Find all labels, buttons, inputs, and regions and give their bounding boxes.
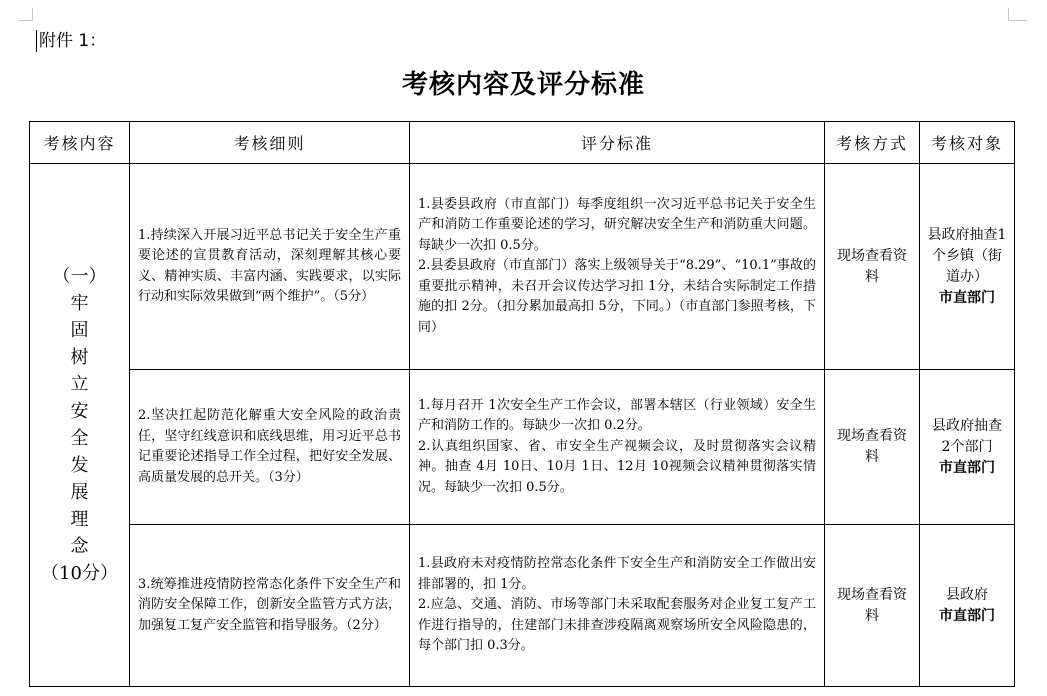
method-cell: 现场查看资料 (825, 370, 920, 525)
target-note: 市直部门 (939, 459, 995, 476)
target-text: 县政府 (946, 586, 988, 603)
category-char: 立 (70, 374, 89, 395)
margin-corner-mark-left (18, 8, 33, 21)
header-target: 考核对象 (920, 122, 1015, 164)
category-number: （一） (52, 266, 107, 287)
table-row (30, 525, 1015, 687)
document-title: 考核内容及评分标准 (401, 70, 645, 100)
margin-corner-mark-right (1008, 8, 1027, 21)
category-char: 念 (70, 536, 89, 557)
category-char: 固 (70, 320, 89, 341)
standard-item: 2.县委县政府（市直部门）落实上级领导关于“8.29”、“10.1”事故的重要批示精神，未召开会议传达学习扣 1分，未结合实际制定工作措施的扣 2分。（扣分累加最高扣 5分，下同。）（市直部门参照考核，下同） (418, 258, 816, 335)
rule-cell: 3.统筹推进疫情防控常态化条件下安全生产和消防安全保障工作，创新安全监管方式方法，加强复工复产安全监管和指导服务。（2分） (130, 525, 410, 687)
category-score: （10分） (41, 563, 118, 584)
table-row (30, 164, 1015, 370)
target-note: 市直部门 (939, 607, 995, 624)
rule-cell: 1.持续深入开展习近平总书记关于安全生产重要论述的宣贯教育活动，深刻理解其核心要义、精神实质、丰富内涵、实践要求，以实际行动和实际效果做到“两个维护”。（5分） (130, 164, 410, 370)
standard-item: 1.县政府未对疫情防控常态化条件下安全生产和消防安全工作做出安排部署的，扣 1分。 (418, 556, 816, 592)
target-cell (920, 164, 1015, 370)
standard-cell (410, 525, 825, 687)
standard-cell (410, 370, 825, 525)
target-note: 市直部门 (939, 289, 995, 306)
table-row (30, 370, 1015, 525)
standard-item: 2.认真组织国家、省、市安全生产视频会议，及时贯彻落实会议精神。抽查 4月 10日、10月 1日、12月 10视频会议精神贯彻落实情况。每缺少一次扣 0.5分。 (418, 438, 816, 495)
standard-cell (410, 164, 825, 370)
category-char: 理 (70, 509, 89, 530)
assessment-table (29, 121, 1015, 687)
table-header-row (30, 122, 1015, 164)
standard-item: 2.应急、交通、消防、市场等部门未采取配套服务对企业复工复产工作进行指导的，住建部门未排查涉疫隔离观察场所安全风险隐患的，每个部门扣 0.3分。 (418, 597, 816, 654)
standard-item: 1.县委县政府（市直部门）每季度组织一次习近平总书记关于安全生产和消防工作重要论述的学习，研究解决安全生产和消防重大问题。每缺少一次扣 0.5分。 (418, 196, 816, 253)
category-char: 发 (70, 455, 89, 476)
method-cell: 现场查看资料 (825, 164, 920, 370)
standard-item: 1.每月召开 1次安全生产工作会议，部署本辖区（行业领域）安全生产和消防工作的。每缺少一次扣 0.2分。 (418, 397, 816, 434)
header-method: 考核方式 (825, 122, 920, 164)
method-cell: 现场查看资料 (825, 525, 920, 687)
rule-cell: 2.坚决扛起防范化解重大安全风险的政治责任，坚守红线意识和底线思维，用习近平总书记重要论述指导工作全过程，把好安全发展、高质量发展的总开关。（3分） (130, 370, 410, 525)
target-cell (920, 370, 1015, 525)
target-text: 县政府抽查1个乡镇（街道办） (927, 226, 1007, 285)
target-cell (920, 525, 1015, 687)
category-char: 展 (70, 482, 89, 503)
category-char: 树 (70, 347, 89, 368)
header-rules: 考核细则 (130, 122, 410, 164)
category-char: 全 (70, 428, 89, 449)
category-char: 安 (70, 401, 89, 422)
target-text: 县政府抽查 2个部门 (932, 417, 1002, 455)
category-cell (30, 164, 130, 687)
attachment-label: 附件 1： (36, 30, 106, 52)
header-content: 考核内容 (30, 122, 130, 164)
category-char: 牢 (70, 293, 89, 314)
header-standards: 评分标准 (410, 122, 825, 164)
